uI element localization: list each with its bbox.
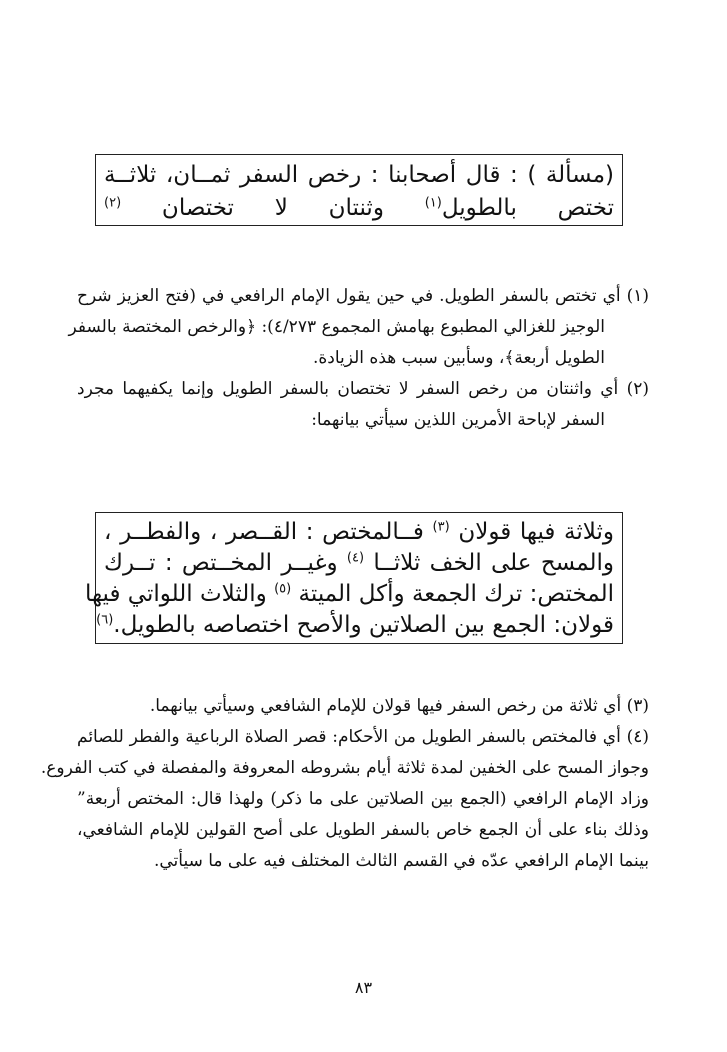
footnote-line: (٤) أي فالمختص بالسفر الطويل من الأحكام: قصر الصلاة الرباعية والفطر للصائم (77, 727, 649, 747)
box-text: قولان: الجمع بين الصلاتين والأصح اختصاصه بالطويل. (113, 612, 614, 638)
footnote-line: وجواز المسح على الخفين لمدة ثلاثة أيام بشروطه المعروفة والمفصلة في كتب الفروع. (40, 758, 649, 778)
box-text: وغيــر المخــتص : تــرك (104, 550, 347, 576)
footnote-line: وزاد الإمام الرافعي (الجمع بين الصلاتين على ما ذكر) ولهذا قال: المختص أربعة” (77, 789, 649, 809)
footnotes-section-1 (68, 281, 649, 436)
text-box-issue (95, 154, 623, 226)
box-line (104, 159, 614, 192)
page-number: ٨٣ (354, 978, 373, 997)
footnote-line: بينما الإمام الرافعي عدّه في القسم الثالث المختلف فيه على ما سيأتي. (153, 851, 649, 871)
box-text: وثنتان لا تختصان (121, 195, 425, 221)
text-box-rulings (84, 512, 623, 644)
footnote-line: (٢) أي واثنتان من رخص السفر لا تختصان بالسفر الطويل وإنما يكفيهما مجرد (77, 379, 649, 399)
footnote-line: (١) أي تختص بالسفر الطويل. في حين يقول الإمام الرافعي في (فتح العزيز شرح (77, 286, 649, 306)
footnote-ref[interactable]: (٤) (346, 550, 365, 566)
box-text: فــالمختص : القــصر ، والفطــر ، (104, 519, 433, 545)
box-line (84, 579, 614, 610)
box-line (104, 192, 614, 225)
footnote-ref[interactable]: (١) (424, 195, 442, 211)
footnote-ref[interactable]: (٦) (96, 612, 114, 628)
box-text: المختص: ترك الجمعة وأكل الميتة (291, 581, 614, 607)
box-text: (مسألة ) : قال أصحابنا : رخص السفر ثمــان، ثلاثــة (104, 162, 614, 188)
box-line (96, 610, 614, 641)
footnote-ref[interactable]: (٢) (104, 195, 122, 211)
box-text: وثلاثة فيها قولان (449, 519, 614, 545)
footnote-ref[interactable]: (٥) (274, 581, 292, 597)
box-line (104, 548, 614, 579)
footnote-line: الطويل أربعة﴾، وسأبين سبب هذه الزيادة. (312, 348, 605, 368)
box-text: والثلاث اللواتي فيها (84, 581, 275, 607)
footnote-line: السفر لإباحة الأمرين اللذين سيأتي بيانهما: (311, 410, 605, 430)
footnote-ref[interactable]: (٣) (432, 519, 450, 535)
box-text: تختص بالطويل (441, 195, 614, 221)
box-text: والمسح على الخف ثلاثــا (364, 550, 614, 576)
footnote-line: الوجيز للغزالي المطبوع بهامش المجموع ٤/٢٧٣): ﴿والرخص المختصة بالسفر (68, 317, 605, 337)
footnote-line: وذلك بناء على أن الجمع خاص بالسفر الطويل على أصح القولين للإمام الشافعي، (77, 820, 649, 840)
footnotes-section-2 (40, 691, 649, 877)
footnote-line: (٣) أي ثلاثة من رخص السفر فيها قولان للإمام الشافعي وسيأتي بيانهما. (149, 696, 649, 716)
box-line (104, 517, 614, 548)
